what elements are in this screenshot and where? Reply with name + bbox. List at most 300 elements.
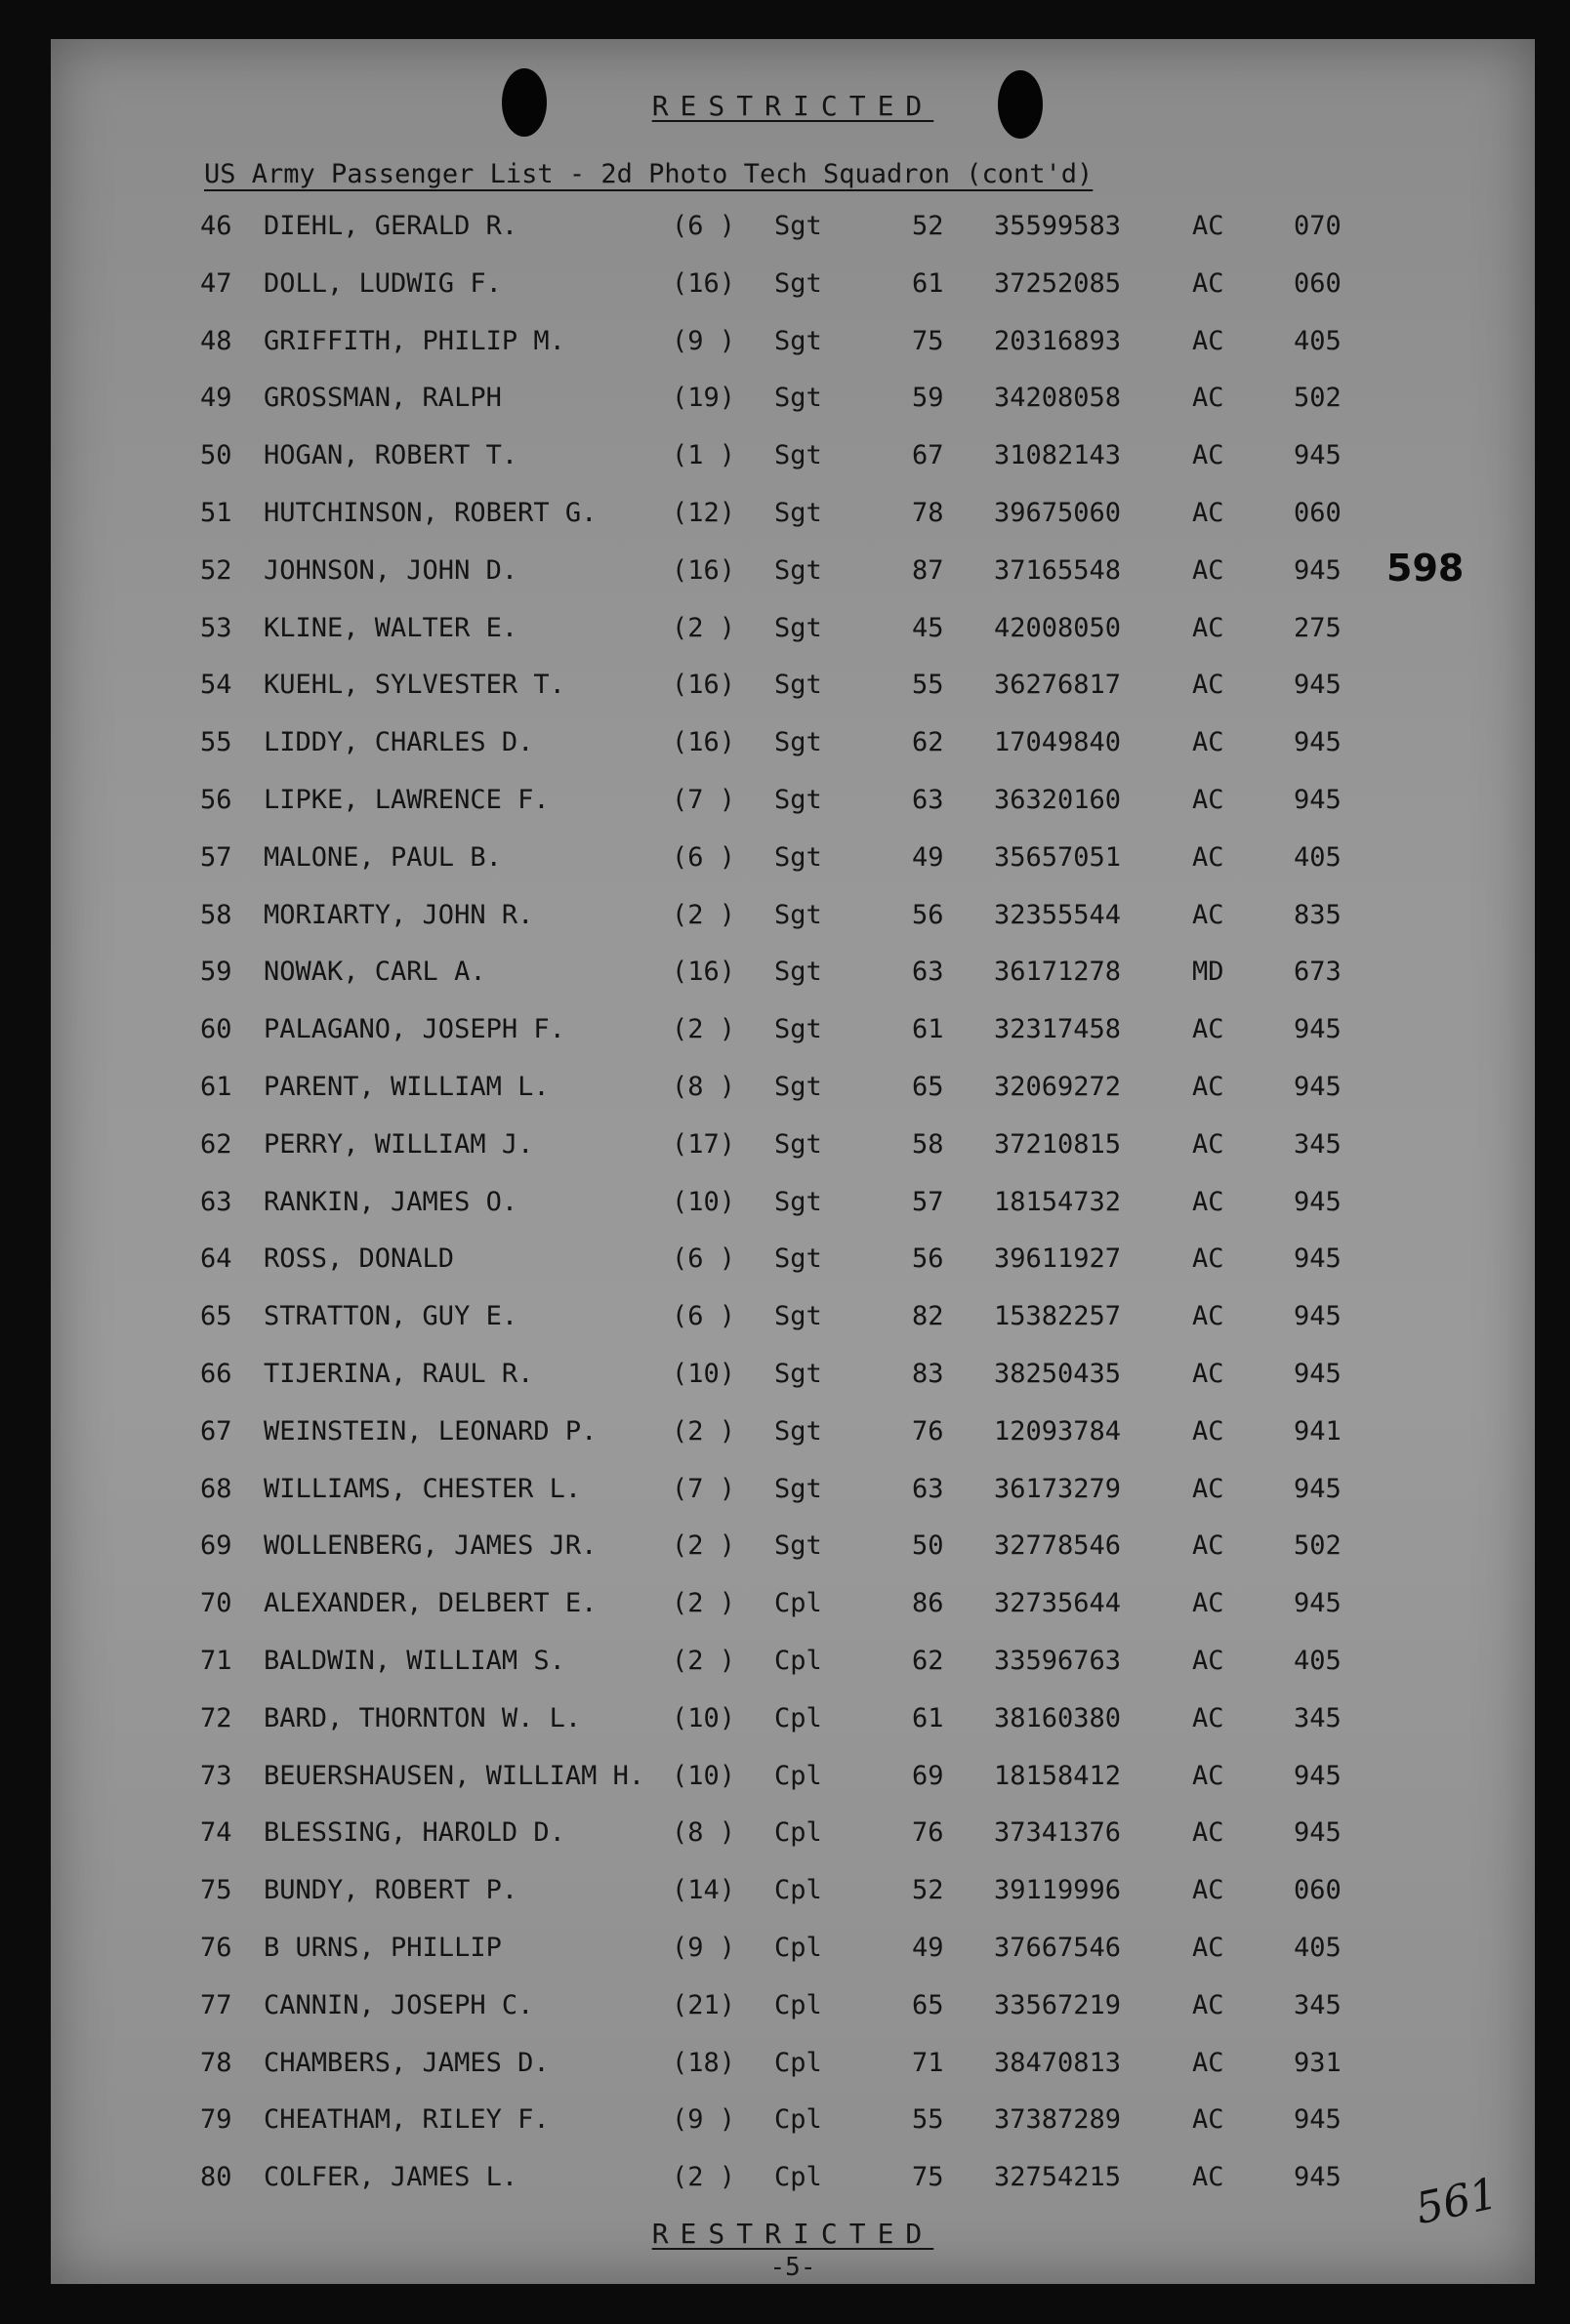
zone-code: (9 ) bbox=[672, 1933, 736, 1963]
table-row bbox=[51, 1474, 1535, 1513]
arm-of-service: AC bbox=[1192, 1588, 1224, 1619]
arm-of-service: AC bbox=[1192, 1244, 1224, 1275]
age-code: 59 bbox=[912, 383, 944, 414]
rank: Sgt bbox=[774, 211, 822, 241]
passenger-name: CHAMBERS, JAMES D. bbox=[264, 2047, 550, 2078]
specialty-code: 945 bbox=[1294, 1072, 1342, 1102]
age-code: 58 bbox=[912, 1128, 944, 1160]
age-code: 61 bbox=[912, 1014, 944, 1045]
row-number: 53 bbox=[200, 612, 232, 643]
arm-of-service: AC bbox=[1192, 1415, 1224, 1447]
row-number: 47 bbox=[200, 267, 232, 299]
serial-number: 37667546 bbox=[994, 1933, 1122, 1963]
row-number: 55 bbox=[200, 727, 232, 758]
row-number: 51 bbox=[200, 498, 232, 528]
table-row bbox=[51, 613, 1535, 652]
zone-code: (7 ) bbox=[672, 1473, 736, 1504]
table-row bbox=[51, 1761, 1535, 1800]
passenger-name: KUEHL, SYLVESTER T. bbox=[264, 670, 565, 701]
row-number: 68 bbox=[200, 1473, 232, 1504]
rank: Sgt bbox=[774, 1301, 822, 1332]
arm-of-service: AC bbox=[1192, 383, 1224, 414]
specialty-code: 060 bbox=[1294, 267, 1342, 299]
specialty-code: 945 bbox=[1294, 1186, 1342, 1217]
specialty-code: 941 bbox=[1294, 1415, 1342, 1447]
table-row bbox=[51, 1301, 1535, 1340]
restricted-header: RESTRICTED bbox=[651, 90, 934, 122]
specialty-code: 345 bbox=[1294, 1128, 1342, 1160]
table-row bbox=[51, 1359, 1535, 1398]
passenger-name: COLFER, JAMES L. bbox=[264, 2162, 518, 2193]
specialty-code: 070 bbox=[1294, 211, 1342, 241]
specialty-code: 405 bbox=[1294, 1646, 1342, 1676]
serial-number: 39611927 bbox=[994, 1244, 1122, 1275]
arm-of-service: AC bbox=[1192, 2104, 1224, 2136]
age-code: 62 bbox=[912, 1646, 944, 1676]
serial-number: 37252085 bbox=[994, 267, 1122, 299]
zone-code: (8 ) bbox=[672, 1817, 736, 1849]
serial-number: 35657051 bbox=[994, 841, 1122, 873]
passenger-name: HUTCHINSON, ROBERT G. bbox=[264, 498, 598, 528]
serial-number: 32735644 bbox=[994, 1588, 1122, 1619]
specialty-code: 945 bbox=[1294, 1817, 1342, 1849]
serial-number: 39675060 bbox=[994, 498, 1122, 528]
specialty-code: 502 bbox=[1294, 1530, 1342, 1562]
arm-of-service: AC bbox=[1192, 1933, 1224, 1963]
rank: Sgt bbox=[774, 670, 822, 701]
specialty-code: 345 bbox=[1294, 1989, 1342, 2020]
specialty-code: 060 bbox=[1294, 1875, 1342, 1906]
document-page bbox=[51, 39, 1535, 2284]
row-number: 54 bbox=[200, 670, 232, 701]
table-row bbox=[51, 785, 1535, 824]
arm-of-service: AC bbox=[1192, 1301, 1224, 1332]
zone-code: (10) bbox=[672, 1359, 736, 1389]
arm-of-service: AC bbox=[1192, 325, 1224, 356]
arm-of-service: AC bbox=[1192, 267, 1224, 299]
passenger-name: GRIFFITH, PHILIP M. bbox=[264, 325, 565, 356]
row-number: 67 bbox=[200, 1415, 232, 1447]
passenger-name: LIDDY, CHARLES D. bbox=[264, 727, 534, 758]
table-row bbox=[51, 440, 1535, 479]
arm-of-service: AC bbox=[1192, 2047, 1224, 2078]
rank: Sgt bbox=[774, 899, 822, 930]
age-code: 67 bbox=[912, 440, 944, 471]
age-code: 78 bbox=[912, 498, 944, 528]
zone-code: (6 ) bbox=[672, 211, 736, 241]
arm-of-service: MD bbox=[1192, 957, 1224, 988]
rank: Sgt bbox=[774, 1186, 822, 1217]
table-row bbox=[51, 1817, 1535, 1856]
age-code: 65 bbox=[912, 1989, 944, 2020]
table-row bbox=[51, 1244, 1535, 1283]
table-row bbox=[51, 900, 1535, 939]
arm-of-service: AC bbox=[1192, 670, 1224, 701]
rank: Sgt bbox=[774, 957, 822, 988]
serial-number: 32778546 bbox=[994, 1530, 1122, 1562]
specialty-code: 275 bbox=[1294, 612, 1342, 643]
serial-number: 37341376 bbox=[994, 1817, 1122, 1849]
age-code: 75 bbox=[912, 2162, 944, 2193]
specialty-code: 945 bbox=[1294, 1760, 1342, 1791]
row-number: 48 bbox=[200, 325, 232, 356]
passenger-name: JOHNSON, JOHN D. bbox=[264, 554, 518, 586]
age-code: 61 bbox=[912, 1702, 944, 1733]
passenger-name: NOWAK, CARL A. bbox=[264, 957, 486, 988]
page-number: -5- bbox=[769, 2253, 816, 2282]
arm-of-service: AC bbox=[1192, 899, 1224, 930]
row-number: 46 bbox=[200, 211, 232, 241]
age-code: 61 bbox=[912, 267, 944, 299]
arm-of-service: AC bbox=[1192, 612, 1224, 643]
specialty-code: 405 bbox=[1294, 841, 1342, 873]
handwritten-note: 561 bbox=[1411, 2168, 1503, 2235]
table-row bbox=[51, 2104, 1535, 2143]
specialty-code: 945 bbox=[1294, 1588, 1342, 1619]
passenger-name: TIJERINA, RAUL R. bbox=[264, 1359, 534, 1389]
age-code: 55 bbox=[912, 2104, 944, 2136]
restricted-footer: RESTRICTED bbox=[651, 2218, 934, 2250]
serial-number: 38250435 bbox=[994, 1359, 1122, 1389]
specialty-code: 345 bbox=[1294, 1702, 1342, 1733]
rank: Sgt bbox=[774, 841, 822, 873]
row-number: 79 bbox=[200, 2104, 232, 2136]
document-title: US Army Passenger List - 2d Photo Tech Squadron (cont'd) bbox=[204, 159, 1094, 189]
zone-code: (9 ) bbox=[672, 325, 736, 356]
serial-number: 18158412 bbox=[994, 1760, 1122, 1791]
age-code: 71 bbox=[912, 2047, 944, 2078]
table-row bbox=[51, 1014, 1535, 1053]
table-row bbox=[51, 1646, 1535, 1685]
table-row bbox=[51, 326, 1535, 365]
passenger-name: RANKIN, JAMES O. bbox=[264, 1186, 518, 1217]
row-number: 80 bbox=[200, 2162, 232, 2193]
rank: Sgt bbox=[774, 554, 822, 586]
serial-number: 38470813 bbox=[994, 2047, 1122, 2078]
specialty-code: 835 bbox=[1294, 899, 1342, 930]
serial-number: 34208058 bbox=[994, 383, 1122, 414]
passenger-name: LIPKE, LAWRENCE F. bbox=[264, 785, 550, 815]
age-code: 63 bbox=[912, 1473, 944, 1504]
rank: Cpl bbox=[774, 1646, 822, 1676]
zone-code: (16) bbox=[672, 267, 736, 299]
table-row bbox=[51, 211, 1535, 250]
age-code: 82 bbox=[912, 1301, 944, 1332]
zone-code: (8 ) bbox=[672, 1072, 736, 1102]
serial-number: 36173279 bbox=[994, 1473, 1122, 1504]
row-number: 69 bbox=[200, 1530, 232, 1562]
table-row bbox=[51, 2162, 1535, 2201]
age-code: 52 bbox=[912, 211, 944, 241]
serial-number: 39119996 bbox=[994, 1875, 1122, 1906]
arm-of-service: AC bbox=[1192, 841, 1224, 873]
arm-of-service: AC bbox=[1192, 1875, 1224, 1906]
zone-code: (10) bbox=[672, 1760, 736, 1791]
age-code: 76 bbox=[912, 1415, 944, 1447]
zone-code: (6 ) bbox=[672, 1244, 736, 1275]
specialty-code: 405 bbox=[1294, 325, 1342, 356]
arm-of-service: AC bbox=[1192, 727, 1224, 758]
serial-number: 35599583 bbox=[994, 211, 1122, 241]
age-code: 63 bbox=[912, 957, 944, 988]
rank: Sgt bbox=[774, 1530, 822, 1562]
table-row bbox=[51, 842, 1535, 881]
passenger-name: BARD, THORNTON W. L. bbox=[264, 1702, 582, 1733]
zone-code: (16) bbox=[672, 554, 736, 586]
zone-code: (2 ) bbox=[672, 899, 736, 930]
age-code: 55 bbox=[912, 670, 944, 701]
margin-stamp-number: 598 bbox=[1386, 547, 1465, 590]
zone-code: (2 ) bbox=[672, 1588, 736, 1619]
row-number: 62 bbox=[200, 1128, 232, 1160]
arm-of-service: AC bbox=[1192, 785, 1224, 815]
zone-code: (2 ) bbox=[672, 1530, 736, 1562]
row-number: 73 bbox=[200, 1760, 232, 1791]
specialty-code: 945 bbox=[1294, 554, 1342, 586]
rank: Sgt bbox=[774, 325, 822, 356]
zone-code: (10) bbox=[672, 1702, 736, 1733]
rank: Sgt bbox=[774, 1359, 822, 1389]
specialty-code: 945 bbox=[1294, 1473, 1342, 1504]
age-code: 76 bbox=[912, 1817, 944, 1849]
serial-number: 37387289 bbox=[994, 2104, 1122, 2136]
age-code: 63 bbox=[912, 785, 944, 815]
row-number: 66 bbox=[200, 1359, 232, 1389]
rank: Sgt bbox=[774, 498, 822, 528]
arm-of-service: AC bbox=[1192, 1072, 1224, 1102]
specialty-code: 945 bbox=[1294, 1301, 1342, 1332]
age-code: 75 bbox=[912, 325, 944, 356]
row-number: 77 bbox=[200, 1989, 232, 2020]
zone-code: (17) bbox=[672, 1128, 736, 1160]
zone-code: (2 ) bbox=[672, 612, 736, 643]
table-row bbox=[51, 1416, 1535, 1455]
row-number: 64 bbox=[200, 1244, 232, 1275]
rank: Sgt bbox=[774, 612, 822, 643]
passenger-name: WOLLENBERG, JAMES JR. bbox=[264, 1530, 598, 1562]
table-row bbox=[51, 1703, 1535, 1742]
table-row bbox=[51, 1933, 1535, 1972]
arm-of-service: AC bbox=[1192, 1646, 1224, 1676]
specialty-code: 945 bbox=[1294, 1014, 1342, 1045]
specialty-code: 405 bbox=[1294, 1933, 1342, 1963]
row-number: 49 bbox=[200, 383, 232, 414]
row-number: 56 bbox=[200, 785, 232, 815]
row-number: 60 bbox=[200, 1014, 232, 1045]
serial-number: 32317458 bbox=[994, 1014, 1122, 1045]
age-code: 56 bbox=[912, 1244, 944, 1275]
serial-number: 32069272 bbox=[994, 1072, 1122, 1102]
serial-number: 37165548 bbox=[994, 554, 1122, 586]
row-number: 50 bbox=[200, 440, 232, 471]
serial-number: 42008050 bbox=[994, 612, 1122, 643]
zone-code: (7 ) bbox=[672, 785, 736, 815]
rank: Sgt bbox=[774, 267, 822, 299]
table-row bbox=[51, 1875, 1535, 1914]
passenger-name: BLESSING, HAROLD D. bbox=[264, 1817, 565, 1849]
table-row bbox=[51, 1187, 1535, 1226]
arm-of-service: AC bbox=[1192, 1760, 1224, 1791]
row-number: 59 bbox=[200, 957, 232, 988]
row-number: 58 bbox=[200, 899, 232, 930]
passenger-name: ROSS, DONALD bbox=[264, 1244, 455, 1275]
rank: Cpl bbox=[774, 2162, 822, 2193]
table-row bbox=[51, 1129, 1535, 1168]
arm-of-service: AC bbox=[1192, 440, 1224, 471]
passenger-name: DIEHL, GERALD R. bbox=[264, 211, 518, 241]
rank: Cpl bbox=[774, 1989, 822, 2020]
specialty-code: 945 bbox=[1294, 1244, 1342, 1275]
serial-number: 38160380 bbox=[994, 1702, 1122, 1733]
specialty-code: 060 bbox=[1294, 498, 1342, 528]
row-number: 76 bbox=[200, 1933, 232, 1963]
specialty-code: 945 bbox=[1294, 785, 1342, 815]
age-code: 57 bbox=[912, 1186, 944, 1217]
table-row bbox=[51, 383, 1535, 422]
serial-number: 15382257 bbox=[994, 1301, 1122, 1332]
passenger-name: B URNS, PHILLIP bbox=[264, 1933, 502, 1963]
arm-of-service: AC bbox=[1192, 1989, 1224, 2020]
zone-code: (1 ) bbox=[672, 440, 736, 471]
age-code: 69 bbox=[912, 1760, 944, 1791]
passenger-name: DOLL, LUDWIG F. bbox=[264, 267, 502, 299]
rank: Sgt bbox=[774, 1244, 822, 1275]
serial-number: 12093784 bbox=[994, 1415, 1122, 1447]
zone-code: (16) bbox=[672, 670, 736, 701]
serial-number: 37210815 bbox=[994, 1128, 1122, 1160]
serial-number: 33596763 bbox=[994, 1646, 1122, 1676]
serial-number: 36276817 bbox=[994, 670, 1122, 701]
age-code: 86 bbox=[912, 1588, 944, 1619]
table-row bbox=[51, 670, 1535, 709]
passenger-name: PERRY, WILLIAM J. bbox=[264, 1128, 534, 1160]
serial-number: 33567219 bbox=[994, 1989, 1122, 2020]
age-code: 49 bbox=[912, 841, 944, 873]
arm-of-service: AC bbox=[1192, 498, 1224, 528]
table-row bbox=[51, 498, 1535, 537]
passenger-name: MORIARTY, JOHN R. bbox=[264, 899, 534, 930]
zone-code: (2 ) bbox=[672, 2162, 736, 2193]
arm-of-service: AC bbox=[1192, 1530, 1224, 1562]
arm-of-service: AC bbox=[1192, 1817, 1224, 1849]
rank: Cpl bbox=[774, 2047, 822, 2078]
passenger-name: BEUERSHAUSEN, WILLIAM H. bbox=[264, 1760, 645, 1791]
zone-code: (10) bbox=[672, 1186, 736, 1217]
passenger-name: WILLIAMS, CHESTER L. bbox=[264, 1473, 582, 1504]
rank: Sgt bbox=[774, 440, 822, 471]
passenger-name: KLINE, WALTER E. bbox=[264, 612, 518, 643]
serial-number: 17049840 bbox=[994, 727, 1122, 758]
arm-of-service: AC bbox=[1192, 1359, 1224, 1389]
rank: Cpl bbox=[774, 1702, 822, 1733]
row-number: 52 bbox=[200, 554, 232, 586]
table-row bbox=[51, 1530, 1535, 1570]
rank: Sgt bbox=[774, 1415, 822, 1447]
specialty-code: 945 bbox=[1294, 1359, 1342, 1389]
age-code: 65 bbox=[912, 1072, 944, 1102]
passenger-name: WEINSTEIN, LEONARD P. bbox=[264, 1415, 598, 1447]
serial-number: 32754215 bbox=[994, 2162, 1122, 2193]
passenger-name: MALONE, PAUL B. bbox=[264, 841, 502, 873]
passenger-name: STRATTON, GUY E. bbox=[264, 1301, 518, 1332]
serial-number: 32355544 bbox=[994, 899, 1122, 930]
zone-code: (14) bbox=[672, 1875, 736, 1906]
row-number: 70 bbox=[200, 1588, 232, 1619]
age-code: 45 bbox=[912, 612, 944, 643]
rank: Cpl bbox=[774, 1875, 822, 1906]
rank: Cpl bbox=[774, 1760, 822, 1791]
zone-code: (21) bbox=[672, 1989, 736, 2020]
serial-number: 36171278 bbox=[994, 957, 1122, 988]
zone-code: (12) bbox=[672, 498, 736, 528]
zone-code: (19) bbox=[672, 383, 736, 414]
arm-of-service: AC bbox=[1192, 1702, 1224, 1733]
rank: Sgt bbox=[774, 1128, 822, 1160]
row-number: 65 bbox=[200, 1301, 232, 1332]
row-number: 74 bbox=[200, 1817, 232, 1849]
specialty-code: 673 bbox=[1294, 957, 1342, 988]
row-number: 57 bbox=[200, 841, 232, 873]
age-code: 52 bbox=[912, 1875, 944, 1906]
specialty-code: 931 bbox=[1294, 2047, 1342, 2078]
zone-code: (9 ) bbox=[672, 2104, 736, 2136]
zone-code: (18) bbox=[672, 2047, 736, 2078]
rank: Sgt bbox=[774, 383, 822, 414]
arm-of-service: AC bbox=[1192, 1128, 1224, 1160]
zone-code: (2 ) bbox=[672, 1415, 736, 1447]
row-number: 78 bbox=[200, 2047, 232, 2078]
age-code: 87 bbox=[912, 554, 944, 586]
row-number: 75 bbox=[200, 1875, 232, 1906]
rank: Sgt bbox=[774, 785, 822, 815]
specialty-code: 502 bbox=[1294, 383, 1342, 414]
passenger-name: PARENT, WILLIAM L. bbox=[264, 1072, 550, 1102]
table-row bbox=[51, 268, 1535, 307]
arm-of-service: AC bbox=[1192, 1473, 1224, 1504]
age-code: 49 bbox=[912, 1933, 944, 1963]
zone-code: (16) bbox=[672, 727, 736, 758]
age-code: 56 bbox=[912, 899, 944, 930]
serial-number: 31082143 bbox=[994, 440, 1122, 471]
table-row bbox=[51, 957, 1535, 996]
rank: Cpl bbox=[774, 1933, 822, 1963]
serial-number: 18154732 bbox=[994, 1186, 1122, 1217]
passenger-name: BUNDY, ROBERT P. bbox=[264, 1875, 518, 1906]
table-row bbox=[51, 1072, 1535, 1111]
rank: Sgt bbox=[774, 1072, 822, 1102]
rank: Sgt bbox=[774, 1473, 822, 1504]
serial-number: 20316893 bbox=[994, 325, 1122, 356]
zone-code: (6 ) bbox=[672, 1301, 736, 1332]
passenger-name: HOGAN, ROBERT T. bbox=[264, 440, 518, 471]
zone-code: (2 ) bbox=[672, 1014, 736, 1045]
rank: Sgt bbox=[774, 727, 822, 758]
passenger-name: PALAGANO, JOSEPH F. bbox=[264, 1014, 565, 1045]
passenger-name: CANNIN, JOSEPH C. bbox=[264, 1989, 534, 2020]
specialty-code: 945 bbox=[1294, 727, 1342, 758]
row-number: 61 bbox=[200, 1072, 232, 1102]
age-code: 50 bbox=[912, 1530, 944, 1562]
passenger-name: CHEATHAM, RILEY F. bbox=[264, 2104, 550, 2136]
specialty-code: 945 bbox=[1294, 670, 1342, 701]
rank: Cpl bbox=[774, 1817, 822, 1849]
specialty-code: 945 bbox=[1294, 440, 1342, 471]
specialty-code: 945 bbox=[1294, 2162, 1342, 2193]
zone-code: (2 ) bbox=[672, 1646, 736, 1676]
table-row bbox=[51, 2048, 1535, 2087]
table-row bbox=[51, 727, 1535, 766]
table-row bbox=[51, 1588, 1535, 1627]
